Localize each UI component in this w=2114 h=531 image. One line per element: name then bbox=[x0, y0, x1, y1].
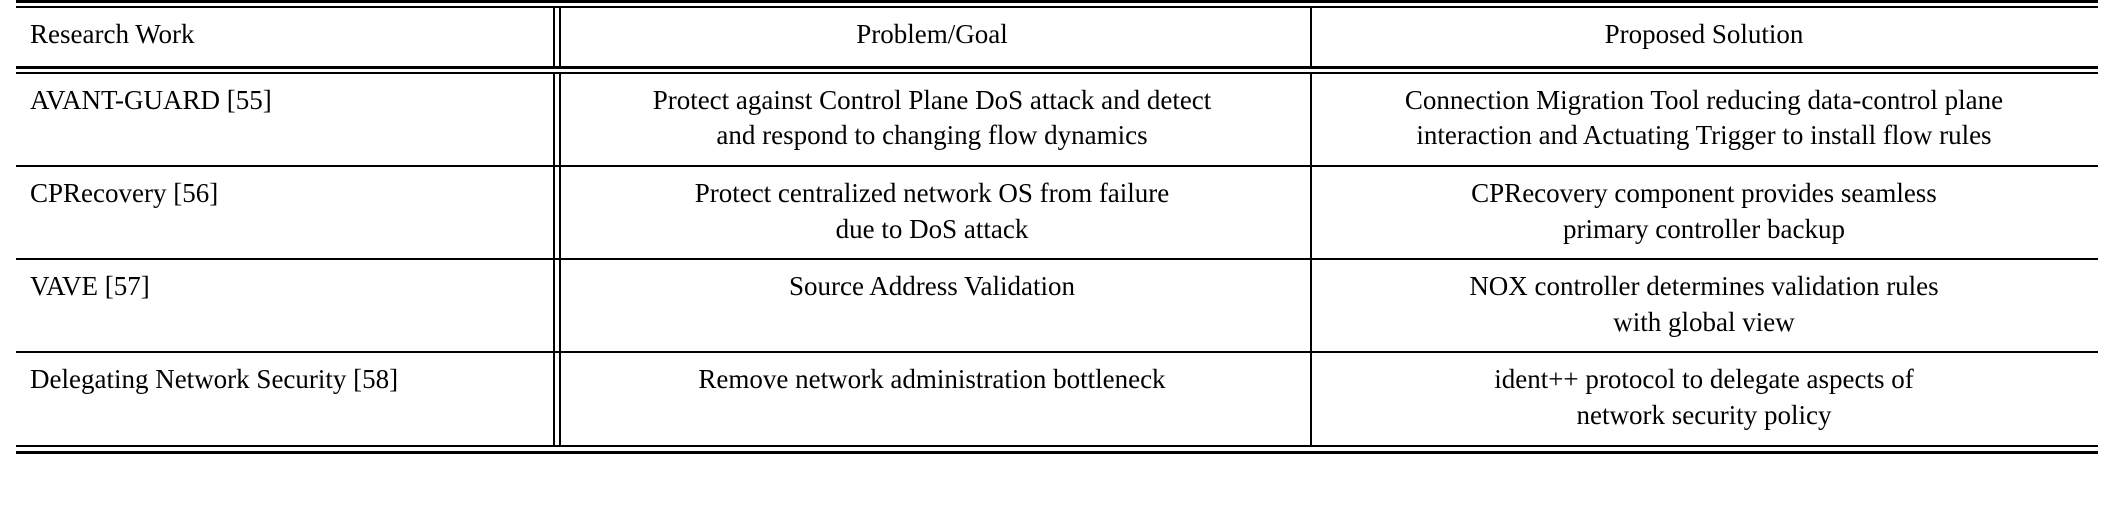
cell-line: CPRecovery component provides seamless bbox=[1471, 177, 1937, 208]
cell-line: with global view bbox=[1613, 306, 1795, 337]
table-row bbox=[16, 259, 2098, 352]
cell-problem-goal bbox=[554, 352, 1310, 444]
table-header-double-rule bbox=[16, 66, 2098, 74]
comparison-table bbox=[16, 8, 2098, 66]
cell-research-work: VAVE [57] bbox=[16, 259, 554, 352]
cell-problem-goal bbox=[554, 74, 1310, 166]
cell-problem-goal bbox=[554, 166, 1310, 259]
table-row bbox=[16, 352, 2098, 444]
cell-line: network security policy bbox=[1576, 400, 1832, 430]
table-top-double-rule bbox=[16, 0, 2098, 8]
table-bottom-double-rule bbox=[16, 445, 2098, 454]
table-row bbox=[16, 74, 2098, 166]
cell-proposed-solution bbox=[1310, 352, 2098, 444]
cell-research-work: AVANT-GUARD [55] bbox=[30, 84, 272, 115]
table-header-row bbox=[16, 8, 2098, 66]
cell-research-work: Delegating Network Security [58] bbox=[16, 352, 554, 444]
cell-line: primary controller backup bbox=[1563, 213, 1845, 244]
cell-line: interaction and Actuating Trigger to install flow rules bbox=[1416, 120, 1992, 151]
cell-line: ident++ protocol to delegate aspects of bbox=[1494, 364, 1914, 395]
cell-line: Protect against Control Plane DoS attack and detect bbox=[652, 84, 1212, 115]
column-header-research-work: Research Work bbox=[30, 19, 195, 49]
cell-line: Remove network administration bottleneck bbox=[698, 364, 1166, 395]
table-header bbox=[16, 8, 2098, 66]
cell-proposed-solution bbox=[1310, 166, 2098, 259]
cell-line: Connection Migration Tool reducing data-control plane bbox=[1404, 84, 2004, 115]
cell-proposed-solution bbox=[1310, 74, 2098, 166]
comparison-table-body bbox=[16, 74, 2098, 445]
cell-line: Protect centralized network OS from failure bbox=[694, 177, 1170, 208]
cell-problem-goal bbox=[554, 259, 1310, 352]
column-header-problem-goal: Problem/Goal bbox=[554, 8, 1310, 66]
cell-proposed-solution bbox=[1310, 259, 2098, 352]
cell-line: and respond to changing flow dynamics bbox=[716, 120, 1148, 151]
cell-research-work: CPRecovery [56] bbox=[16, 166, 554, 259]
column-header-proposed-solution: Proposed Solution bbox=[1310, 8, 2098, 66]
cell-line: NOX controller determines validation rules bbox=[1469, 271, 1939, 302]
cell-line: Source Address Validation bbox=[789, 271, 1075, 302]
table-row bbox=[16, 166, 2098, 259]
cell-line: due to DoS attack bbox=[835, 213, 1029, 244]
